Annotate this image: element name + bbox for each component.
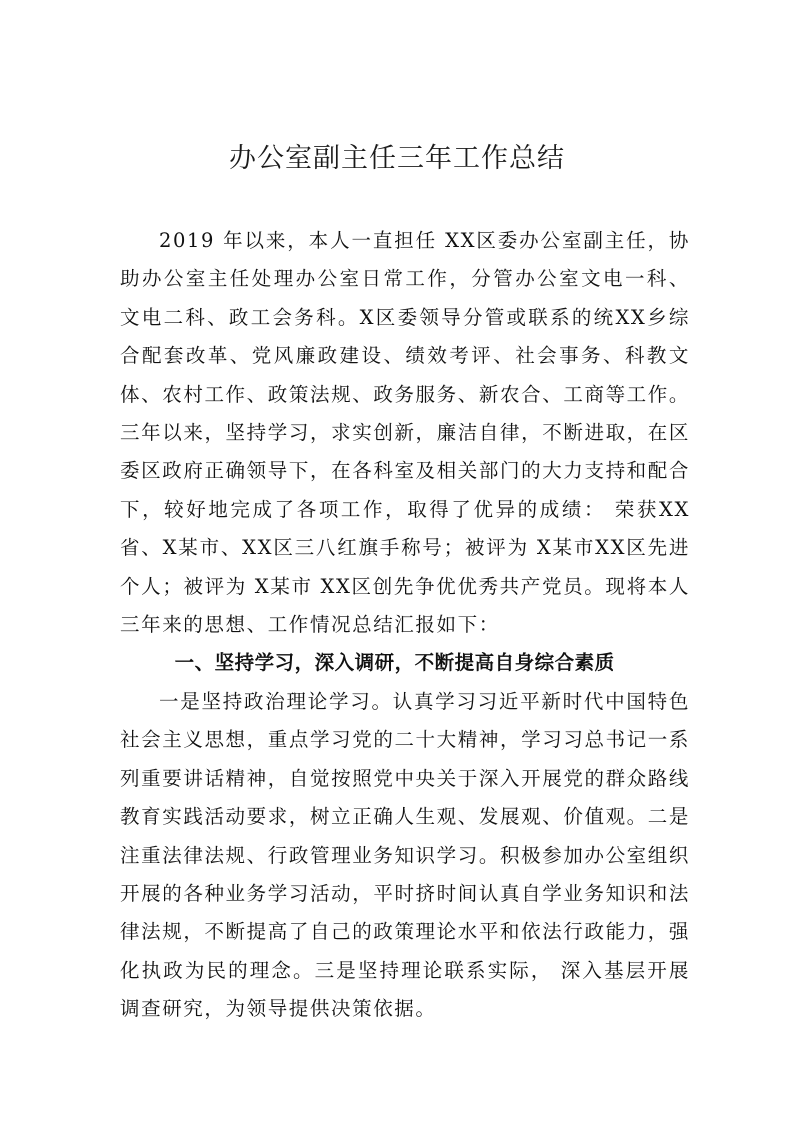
section-heading-1: 一、坚持学习，深入调研，不断提高自身综合素质 (174, 651, 615, 675)
document-body (120, 222, 690, 1029)
document-title: 办公室副主任三年工作总结 (229, 143, 565, 174)
section-1-paragraph: 一是坚持政治理论学习。认真学习习近平新时代中国特色社会主义思想，重点学习党的二十大精神，学习习总书记一系列重要讲话精神，自觉按照党中央关于深入开展党的群众路线教育实践活动要求，树立正确人生观、发展观、价值观。二是注重法律法规、行政管理业务知识学习。积极参加办公室组织开展的各种业务学习活动，平时挤时间认真自学业务知识和法律法规，不断提高了自己的政策理论水平和依法行政能力，强化执政为民的理念。三是坚持理论联系实际， 深入基层开展调查研究，为领导提供决策依据。 (120, 689, 690, 1021)
intro-paragraph: 2019 年以来，本人一直担任 XX区委办公室副主任，协助办公室主任处理办公室日常工作，分管办公室文电一科、 文电二科、政工会务科。X区委领导分管或联系的统XX乡综合配套改革、党风廉政建设、绩效考评、社会事务、科教文体、农村工作、政策法规、政务服务、新农合、工商等工作。三年以来，坚持学习，求实创新，廉洁自律，不断进取，在区委区政府正确领导下，在各科室及相关部门的大力支持和配合下，较好地完成了各项工作，取得了优异的成绩： 荣获XX 省、X某市、XX区三八红旗手称号；被评为 X某市XX区先进个人；被评为 X某市 XX区创先争优优秀共产党员。现将本人三年来的思想、工作情况总结汇报如下： (120, 229, 690, 637)
